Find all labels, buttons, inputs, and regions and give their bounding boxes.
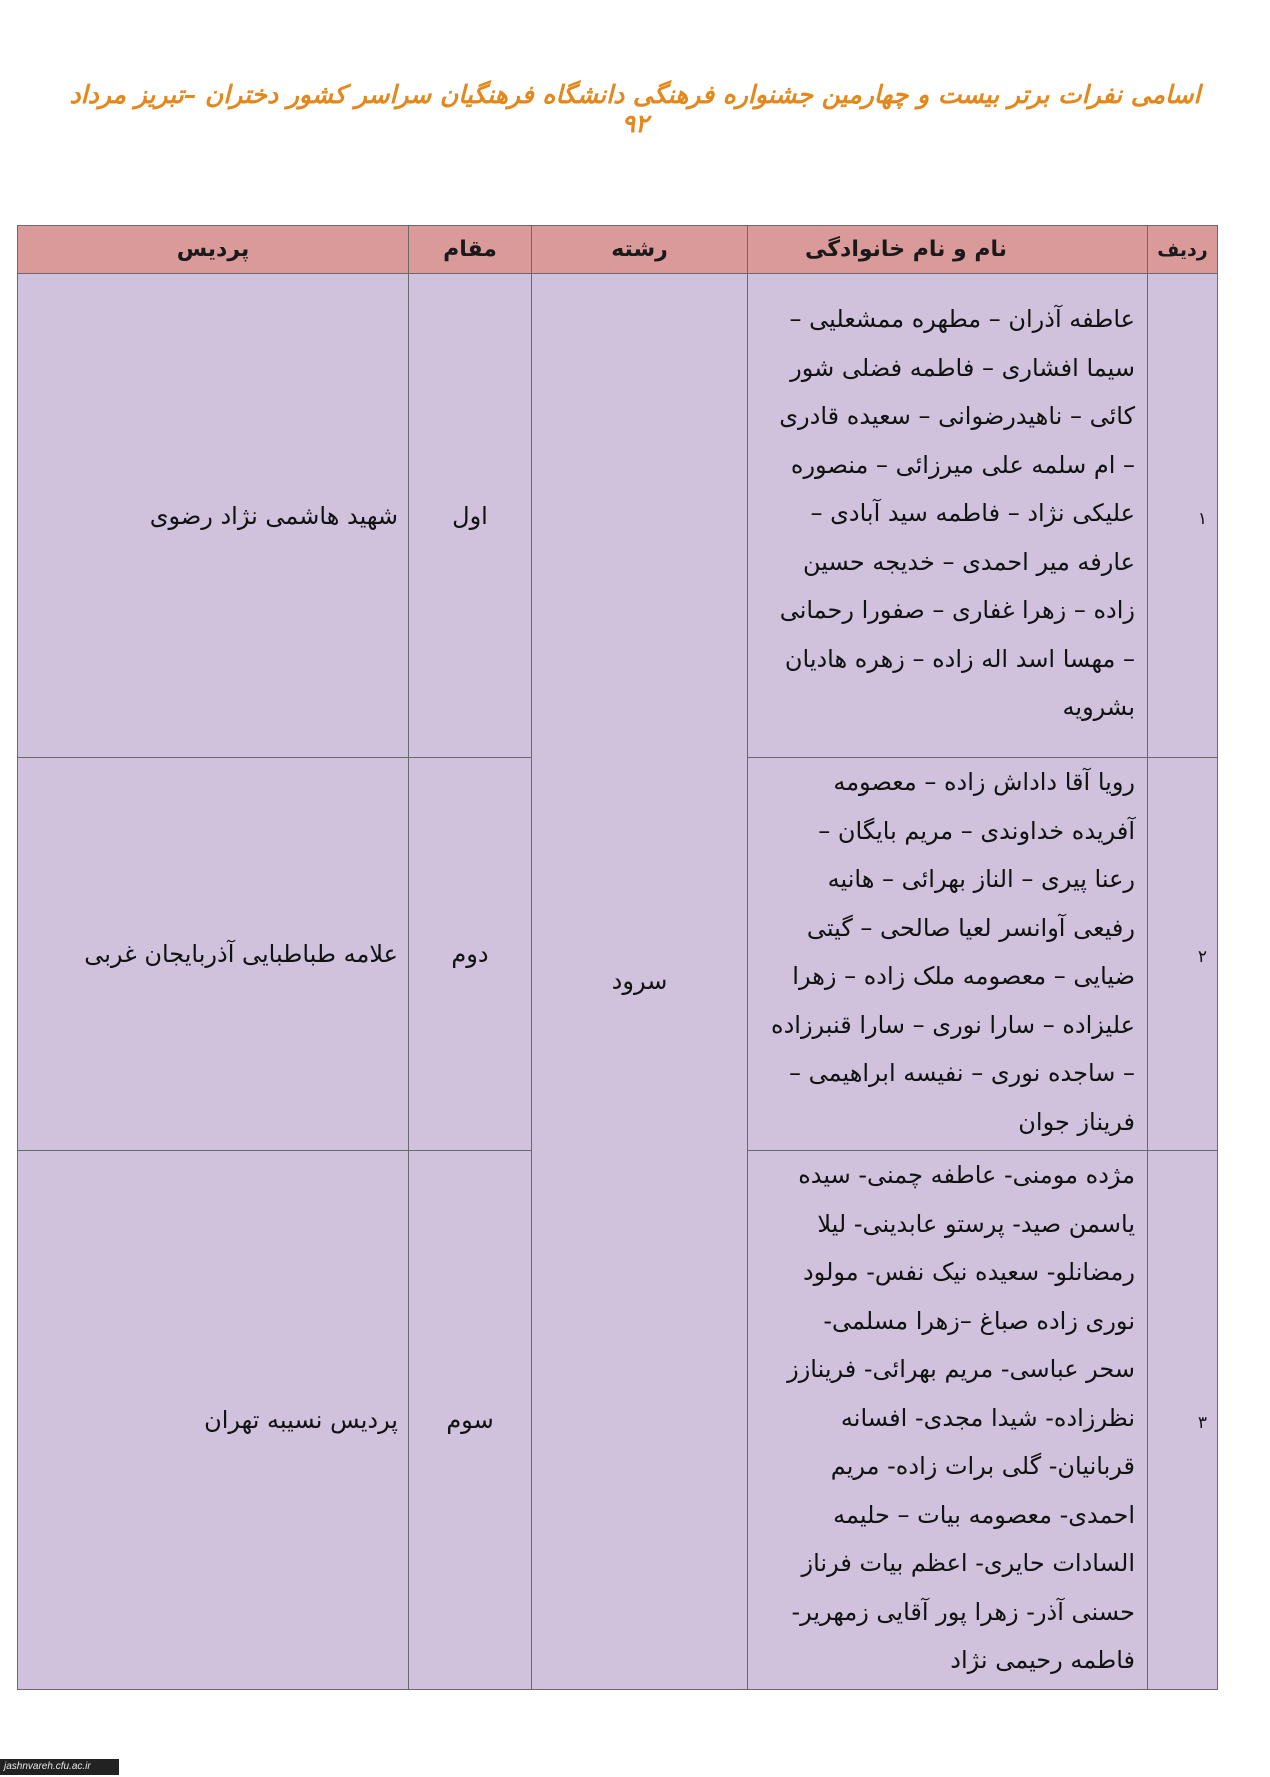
- name-line: آفریده خداوندی – مریم بایگان –: [818, 816, 1135, 845]
- row-names: [748, 1151, 1148, 1690]
- name-line: کائی – ناهیدرضوانی – سعیده قادری: [779, 402, 1135, 431]
- header-rank: مقام: [409, 226, 532, 274]
- name-line: رعنا پیری – الناز بهرائی – هانیه: [827, 865, 1135, 893]
- name-line: السادات حایری- اعظم بیات فرناز: [801, 1549, 1135, 1577]
- name-line: مژده مومنی- عاطفه چمنی- سیده: [798, 1161, 1135, 1189]
- field-cell: سرود: [532, 274, 748, 1690]
- row-names: [748, 274, 1148, 758]
- row-campus: پردیس نسیبه تهران: [18, 1151, 409, 1690]
- winners-table: [17, 225, 1218, 1690]
- row-rank: دوم: [409, 758, 532, 1151]
- name-line: یاسمن صید- پرستو عابدینی- لیلا: [817, 1209, 1135, 1238]
- name-line: – مهسا اسد اله زاده – زهره هادیان: [784, 644, 1135, 673]
- name-line: سیما افشاری – فاطمه فضلی شور: [790, 353, 1135, 382]
- table-header-row: [18, 226, 1218, 274]
- row-radif: ۳: [1148, 1151, 1218, 1690]
- name-line: رویا آقا داداش زاده – معصومه: [833, 768, 1135, 796]
- row-radif: ۱: [1148, 274, 1218, 758]
- name-line: فاطمه رحیمی نژاد: [950, 1646, 1135, 1674]
- name-line: عارفه میر احمدی – خدیجه حسین: [802, 547, 1135, 576]
- name-line: نوری زاده صباغ –زهرا مسلمی-: [823, 1306, 1135, 1335]
- name-line: رمضانلو- سعیده نیک نفس- مولود: [802, 1258, 1135, 1286]
- name-line: فریناز جوان: [1018, 1107, 1135, 1136]
- row-campus: علامه طباطبایی آذربایجان غربی: [18, 758, 409, 1151]
- header-campus: پردیس: [18, 226, 409, 274]
- row-campus: شهید هاشمی نژاد رضوی: [18, 274, 409, 758]
- name-line: قربانیان- گلی برات زاده- مریم: [830, 1452, 1135, 1480]
- name-line: – ساجده نوری – نفیسه ابراهیمی –: [788, 1059, 1135, 1087]
- row-rank: اول: [409, 274, 532, 758]
- header-field: رشته: [532, 226, 748, 274]
- table-row: [18, 274, 1218, 758]
- row-names: [748, 758, 1148, 1151]
- name-line: نظرزاده- شیدا مجدی- افسانه: [840, 1403, 1135, 1432]
- page-title: اسامی نفرات برتر بیست و چهارمین جشنواره فرهنگی دانشگاه فرهنگیان سراسر کشور دختران –تبریز مرداد ۹۲: [69, 80, 1201, 138]
- name-line: حسنی آذر- زهرا پور آقایی زمهریر-: [791, 1597, 1135, 1626]
- header-name: نام و نام خانوادگی: [748, 226, 1148, 274]
- name-line: رفیعی آوانسر لعیا صالحی – گیتی: [806, 913, 1135, 942]
- header-radif: ردیف: [1148, 226, 1218, 274]
- name-line: احمدی- معصومه بیات – حلیمه: [833, 1500, 1135, 1529]
- name-line: – ام سلمه علی میرزائی – منصوره: [790, 450, 1135, 479]
- row-rank: سوم: [409, 1151, 532, 1690]
- name-line: زاده – زهرا غفاری – صفورا رحمانی: [779, 596, 1135, 625]
- name-line: عاطفه آذران – مطهره ممشعلیی –: [789, 305, 1135, 334]
- row-radif: ۲: [1148, 758, 1218, 1151]
- name-line: ضیایی – معصومه ملک زاده – زهرا: [792, 962, 1135, 990]
- name-line: علیکی نژاد – فاطمه سید آبادی –: [810, 499, 1135, 528]
- site-watermark: jashnvareh.cfu.ac.ir: [0, 1759, 119, 1775]
- name-line: علیزاده – سارا نوری – سارا قنبرزاده: [771, 1010, 1135, 1039]
- name-line: سحر عباسی- مریم بهرائی- فرینازز: [787, 1355, 1135, 1383]
- name-line: بشرویه: [1062, 693, 1135, 722]
